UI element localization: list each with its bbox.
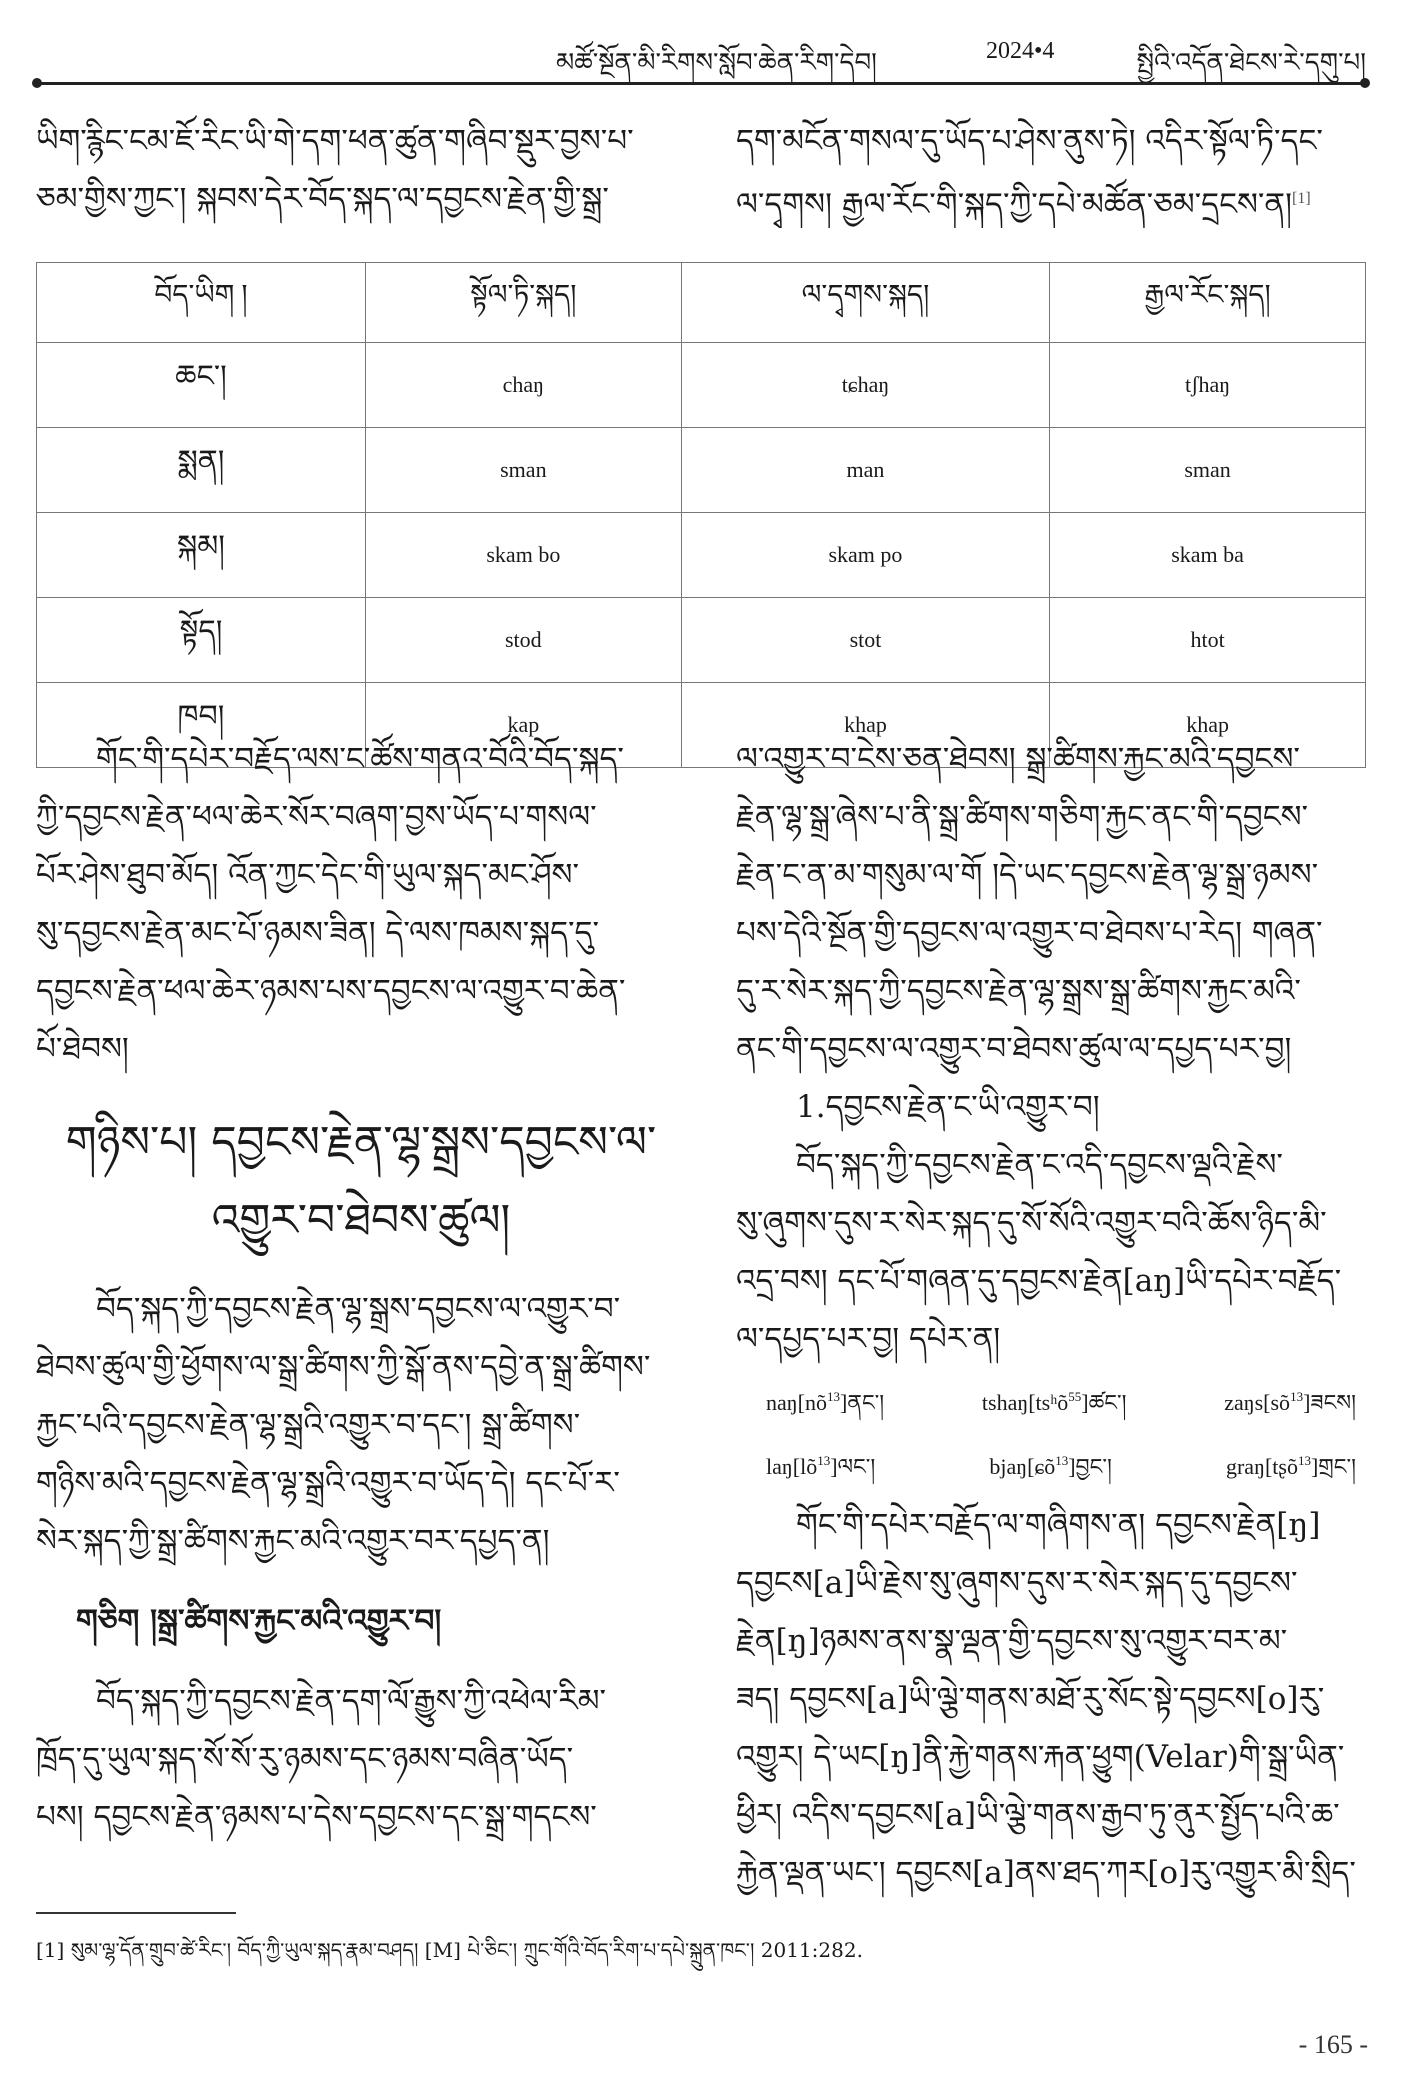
text-line: རྐྱང་པའི་དབྱངས་རྗེན་ལྷ་སྒྲའི་འགྱུར་བ་དང་། སྒྲ་ཚིགས་ — [36, 1407, 581, 1443]
text-line: སུ་དབྱངས་རྗེན་མང་པོ་ཉམས་ཟིན། དེ་ལས་ཁམས་སྐད་དུ་ — [36, 915, 600, 951]
stolti-cell: kap — [365, 683, 681, 768]
stolti-cell: chaŋ — [365, 343, 681, 428]
table-row — [37, 513, 1366, 598]
column-header: བོད་ཡིག ། — [37, 263, 366, 343]
example-item: zaŋs[sõ13]ཟངས། — [1224, 1389, 1356, 1415]
gyalrong-cell: skam ba — [1050, 513, 1366, 598]
text-line: རྗེན་ང་ན་མ་གསུམ་ལ་གོ །དེ་ཡང་དབྱངས་རྗེན་ལྷ་སྒྲ་ཉམས་ — [736, 857, 1319, 893]
column-header: སྟོལ་ཏི་སྐད། — [365, 263, 681, 343]
text-line: ནང་གི་དབྱངས་ལ་འགྱུར་བ་ཐེབས་ཚུལ་ལ་དཔྱད་པར་བྱ། — [736, 1031, 1292, 1067]
text-line: སུ་ཞུགས་དུས་ར་སེར་སྐད་དུ་སོ་སོའི་འགྱུར་བའི་ཆོས་ཉིད་མི་ — [736, 1205, 1327, 1241]
text-line: བོད་སྐད་ཀྱི་དབྱངས་རྗེན་དག་ལོ་རྒྱུས་ཀྱི་འཕེལ་རིམ་ — [96, 1683, 606, 1719]
text-line: དབྱངས[a]ཡི་རྗེས་སུ་ཞུགས་དུས་ར་སེར་སྐད་དུ་དབྱངས་ — [736, 1565, 1298, 1601]
ladakh-cell: man — [681, 428, 1049, 513]
example-list — [736, 1368, 1366, 1496]
journal-title: མཚོ་སྔོན་མི་རིགས་སློབ་ཆེན་རིག་དེབ། — [556, 48, 877, 78]
text-line: ཕྱིར། འདིས་དབྱངས[a]ཡི་ལྕེ་གནས་རྒྱབ་ཏུ་ནུར་སྤྱོད་པའི་ཆ་ — [736, 1797, 1340, 1833]
tibetan-word-cell: ཆང་། — [37, 343, 366, 428]
text-line: དག་མངོན་གསལ་དུ་ཡོད་པ་ཤེས་ནུས་ཏེ། འདིར་སྟོལ་ཏི་དང་ — [736, 123, 1323, 159]
text-line: རྗེན་ལྷ་སྒྲ་ཞེས་པ་ནི་སྒྲ་ཚིགས་གཅིག་རྐྱང་ནང་གི་དབྱངས་ — [736, 799, 1309, 835]
text-line — [736, 170, 1366, 228]
text-line: གོང་གི་དཔེར་བརྗོད་ལ་གཞིགས་ན། དབྱངས་རྗེན[ŋ] — [796, 1507, 1321, 1543]
text-line: པོར་ཤེས་ཐུབ་མོད། འོན་ཀྱང་དེང་གི་ཡུལ་སྐད་མང་ཤོས་ — [36, 857, 579, 893]
issue-number: 2024•4 — [986, 38, 1055, 64]
subsection-heading: གཅིག །སྒྲ་ཚིགས་རྐྱང་མའི་འགྱུར་བ། — [76, 1603, 442, 1639]
table-header-row — [37, 263, 1366, 343]
text-line: ཡིག་རྙིང་ངམ་ཇོ་རིང་ཡི་གེ་དག་ཕན་ཚུན་གཞིབ་སྡུར་བྱས་པ་ — [36, 123, 634, 159]
text-line: གཉིས་མའི་དབྱངས་རྗེན་ལྷ་སྒྲའི་འགྱུར་བ་ཡོད་དེ། དང་པོ་ར་ — [36, 1465, 620, 1501]
text-line: ཟད། དབྱངས[a]ཡི་ལྕེ་གནས་མཐོ་རུ་སོང་སྟེ་དབྱངས[o]རུ་ — [736, 1681, 1325, 1717]
tibetan-word-cell: ཁབ། — [37, 683, 366, 768]
text-line: འདྲ་བས། དང་པོ་གཞན་དུ་དབྱངས་རྗེན[aŋ]ཡི་དཔེར་བརྗོད་ — [736, 1263, 1342, 1299]
table-row — [37, 343, 1366, 428]
text-line: བོད་སྐད་ཀྱི་དབྱངས་རྗེན་ལྷ་སྒྲས་དབྱངས་ལ་འགྱུར་བ་ — [96, 1291, 621, 1327]
gyalrong-cell: htot — [1050, 598, 1366, 683]
column-header: རྒྱལ་རོང་སྐད། — [1050, 263, 1366, 343]
intro-right-column — [736, 112, 1366, 228]
tibetan-word-cell: སྐམ། — [37, 513, 366, 598]
text-line: རྐྱེན་ལྡན་ཡང་། དབྱངས[a]ནས་ཐད་ཀར[o]རུ་འགྱུར་མི་སྲིད་ — [736, 1855, 1356, 1891]
example-item: graŋ[tʂõ13]གྲང་། — [1225, 1453, 1356, 1479]
column-header: ལ་དྭགས་སྐད། — [681, 263, 1049, 343]
section-title: སྤྱིའི་འདོན་ཐེངས་རེ་དགུ་པ། — [1136, 48, 1366, 78]
text-line: ཐེབས་ཚུལ་གྱི་ཕྱོགས་ལ་སྒྲ་ཚིགས་ཀྱི་སྒོ་ནས་དབྱེ་ན་སྒྲ་ཚིགས་ — [36, 1349, 651, 1385]
text-line: རྗེན[ŋ]ཉམས་ནས་སྣ་ལྡན་གྱི་དབྱངས་སུ་འགྱུར་བར་མ་ — [736, 1623, 1288, 1659]
text-line: པོ་ཐེབས། — [36, 1031, 129, 1067]
text-line: ལ་འགྱུར་བ་ངེས་ཅན་ཐེབས། སྒྲ་ཚིགས་རྐྱང་མའི་དབྱངས་ — [736, 741, 1300, 777]
text-line: པས། དབྱངས་རྗེན་ཉམས་པ་དེས་དབྱངས་དང་སྒྲ་གདངས་ — [36, 1799, 597, 1835]
footnote-rule — [36, 1912, 236, 1914]
ladakh-cell: tɕhaŋ — [681, 343, 1049, 428]
table-row — [37, 598, 1366, 683]
gyalrong-cell: khap — [1050, 683, 1366, 768]
tibetan-word-cell: སྨན། — [37, 428, 366, 513]
example-item: naŋ[nõ13]ནང་། — [766, 1389, 885, 1415]
intro-left-column — [36, 112, 686, 228]
text-line: ཀྱི་དབྱངས་རྗེན་ཕལ་ཆེར་སོར་བཞག་བྱས་ཡོད་པ་གསལ་ — [36, 799, 597, 835]
tibetan-word-cell: སྟོད། — [37, 598, 366, 683]
header-rule — [36, 82, 1366, 85]
ladakh-cell: khap — [681, 683, 1049, 768]
gyalrong-cell: tʃhaŋ — [1050, 343, 1366, 428]
gyalrong-cell: sman — [1050, 428, 1366, 513]
example-row — [736, 1368, 1366, 1432]
text-line: ཁྲོད་དུ་ཡུལ་སྐད་སོ་སོ་རུ་ཉམས་དང་ཉམས་བཞིན་ཡོད་ — [36, 1741, 574, 1777]
example-item: tshaŋ[tsʰõ55]ཚང་། — [981, 1389, 1127, 1415]
example-item: bjaŋ[ɕõ13]བྱང་། — [989, 1453, 1112, 1479]
text-line: བོད་སྐད་ཀྱི་དབྱངས་རྗེན་ང་འདི་དབྱངས་ལྡའི་རྗེས་ — [796, 1147, 1283, 1183]
page-header — [36, 22, 1366, 84]
right-body-column — [736, 730, 1366, 1902]
page-number: - 165 - — [1298, 2030, 1368, 2059]
subsection-heading: 1.དབྱངས་རྗེན་ང་ཡི་འགྱུར་བ། — [796, 1089, 1100, 1125]
ladakh-cell: stot — [681, 598, 1049, 683]
text-line: དུ་ར་སེར་སྐད་ཀྱི་དབྱངས་རྗེན་ལྷ་སྒྲས་སྒྲ་ཚིགས་རྐྱང་མའི་ — [736, 973, 1301, 1009]
stolti-cell: skam bo — [365, 513, 681, 598]
text-line: པས་དེའི་སྔོན་གྱི་དབྱངས་ལ་འགྱུར་བ་ཐེབས་པ་རེད། གཞན་ — [736, 915, 1323, 951]
text-line: འགྱུར། དེ་ཡང[ŋ]ནི་རྐྱེ་གནས་རྐན་ཕྱུག(Velar)གི་སྒྲ་ཡིན་ — [736, 1739, 1345, 1775]
ladakh-cell: skam po — [681, 513, 1049, 598]
section-heading: གཉིས་པ། དབྱངས་རྗེན་ལྷ་སྒྲས་དབྱངས་ལ་འགྱུར་བ་ཐེབས་ཚུལ། — [65, 1117, 657, 1246]
footnote-marker[interactable]: [1] — [1291, 190, 1311, 207]
example-row — [736, 1432, 1366, 1496]
left-body-column — [36, 730, 686, 1846]
text-line: ལ་དཔྱད་པར་བྱ། དཔེར་ན། — [736, 1321, 1001, 1357]
footnote: [1] སུམ་ལྷ་དོན་གྲུབ་ཚེ་རིང་། བོད་ཀྱི་ཡུལ་སྐད་རྣམ་བཤད། [M] པེ་ཅིང་། ཀྲུང་གོའི་བོད་རིག་པ་དཔེ་སྐྲུན་ཁང་། 2011:282. — [36, 1938, 863, 1962]
table-row — [37, 428, 1366, 513]
text-line: ཅམ་གྱིས་ཀྱང་། སྐབས་དེར་བོད་སྐད་ལ་དབྱངས་རྗེན་གྱི་སྒྲ་ — [36, 181, 609, 217]
stolti-cell: sman — [365, 428, 681, 513]
example-item: laŋ[lõ13]ལང་། — [766, 1453, 876, 1479]
dialect-comparison-table — [36, 262, 1366, 768]
stolti-cell: stod — [365, 598, 681, 683]
text-line: གོང་གི་དཔེར་བརྗོད་ལས་ང་ཚོས་གནའ་བོའི་བོད་སྐད་ — [96, 741, 624, 777]
text-line: དབྱངས་རྗེན་ཕལ་ཆེར་ཉམས་པས་དབྱངས་ལ་འགྱུར་བ་ཆེན་ — [36, 973, 626, 1009]
text-line: སེར་སྐད་ཀྱི་སྒྲ་ཚིགས་རྐྱང་མའི་འགྱུར་བར་དཔྱད་ན། — [36, 1523, 550, 1559]
text-fragment: ལ་དྭགས། རྒྱལ་རོང་གི་སྐད་ཀྱི་དཔེ་མཚོན་ཅམ་དྲངས་ན། — [736, 186, 1292, 223]
